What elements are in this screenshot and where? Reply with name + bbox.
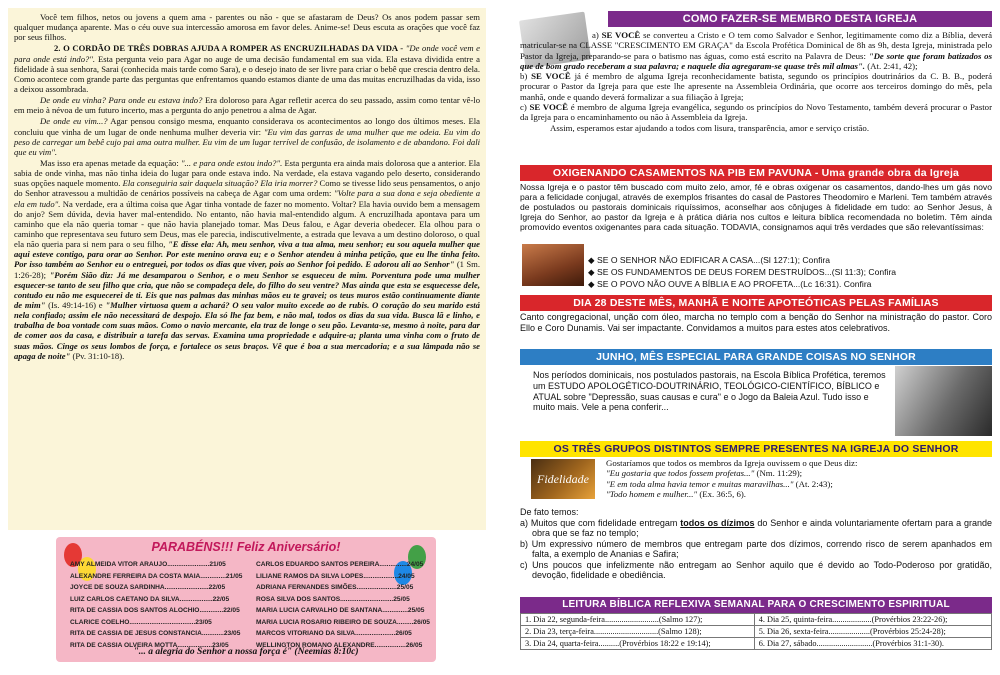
quote: "Eu gostaria que todos fossem profetas..." [606,468,755,479]
marriage-title: OXIGENANDO CASAMENTOS NA PIB EM PAVUNA - Uma grande obra da Igreja [520,165,992,181]
reading-cell: 2. Dia 23, terça-feira...............................(Salmo 128); [521,626,755,638]
item-letter: b) [520,71,528,82]
june-title: JUNHO, MÊS ESPECIAL PARA GRANDE COISAS NO SENHOR [520,349,992,365]
reading-cell: 6. Dia 27, sábado...........................(Provérbios 31:1-30). [754,638,991,650]
fidelity-image: Fidelidade [531,459,595,499]
scripture: "Porém Sião diz: Já me desamparou o Senhor, e o meu Senhor se esqueceu de mim. Porventura pode uma mulher esquecer-se tanto de seu filho que cria, que não se compadeça dele, do filho do seu ventre? Mas ainda que esta se esquecesse dele, contudo eu não me esquecerei de ti. Eis que nas palmas das minhas mãos eu te gravei; os teus muros estão continuamente diante de mim" [14,269,481,310]
item-emphasis: todos os dízimos [680,517,755,528]
quote: "Volte para a sua dona e seja obediente a ela em tudo". [14,188,480,209]
birthday-column [70,559,242,651]
item-text: a) Muitos que com fidelidade entregam [520,517,678,528]
membership-closing: Assim, esperamos estar ajudando a todos com lisura, transparência, amor e serviço cristão. [550,122,870,133]
heading-quote: "De onde você vem e para onde está indo?". [14,43,480,64]
quote: De onde eu vim...? [40,116,108,127]
birthday-entry: CARLOS EDUARDO SANTOS PEREIRA...............24/05 [256,561,424,568]
item-letter: c) [520,101,527,112]
reading-cell: 1. Dia 22, segunda-feira..........................(Salmo 127); [521,614,755,626]
article-heading [14,43,480,94]
birthday-entry: RITA DE CASSIA DE JESUS CONSTANCIA............23/05 [70,630,241,637]
birthday-entry: ALEXANDRE FERREIRA DA COSTA MAIA..............21/05 [70,572,243,580]
reference: (At. 2:43); [795,478,833,489]
list-item-text: SE O SENHOR NÃO EDIFICAR A CASA...(Sl 127:1); Confira [597,255,831,265]
quote: "E em toda alma havia temor e muitas maravilhas..." [606,478,794,489]
fact-label: De fato temos: [520,507,579,517]
day28-text: Canto congregacional, unção com óleo, marcha no templo com a benção do Senhor na ministração do pastor. Coro Ello e Coro Dunamis. Vai ser impactante. Convidamos a muitos para estes atos celebrativos. [520,312,992,333]
scripture: "E disse ela: Ah, meu senhor, viva a tua alma, meu senhor; eu sou aquela mulher que aqui esteve contigo, para orar ao Senhor. Por este menino orava eu; e o Senhor atendeu à minha petição, que eu lhe tinha feito. Por isso também ao Senhor eu o entreguei, por todos os dias que viver, pois ao Senhor foi pedido. E adorou ali ao Senhor" [14,239,480,270]
quote: "... e para onde estou indo?". [180,157,283,168]
list-item [588,278,896,290]
list-item-text: SE OS FUNDAMENTOS DE DEUS FOREM DESTRUÍDOS...(Sl 11:3); Confira [597,267,897,277]
birthday-column [256,559,430,651]
marriage-text: Nossa Igreja e o pastor têm buscado com muito zelo, amor, fé e obras oxigenar os casamentos, dando-lhes um gás novo para a felicidade conjugal, através de exemplos frisantes do casal de Pastores Theodomiro e Marleni. Tem também através de postulados ou pastorais dominicais riquíssimos, aconselhar aos cônjuges à fidelidade em tudo: ao Senhor Jesus, à Igreja do Senhor, ao pastor da Igreja e à prática diária nos cultos e leitura bíblica recomendada no boletim. Têm ainda promovido eventos oxigenantes para cada situação. TODAVIA, consignamos aqui três verdades que são relevantíssimas: [520,182,992,233]
reference: (At. 2:41, 42); [867,60,918,71]
birthday-box [56,537,436,662]
reference: (Pv. 31:10-18). [72,350,125,361]
article-text: Como se tivesse lido seus pensamentos, o anjo do Senhor atravessou a multidão de cenários possíveis na cabeça de Agar com uma ordem: [14,178,480,199]
membership-b [520,71,992,102]
birthday-entry: MARCOS VITORIANO DA SILVA......................26/05 [256,630,412,637]
left-article [8,8,486,530]
table-row [521,614,992,626]
article-text: Esta pergunta era ainda mais dolorosa que a anterior. Ela sabia de onde vinha, mas não tinha ideia do lugar para onde estava indo. Na verdade, ela estava vagando pelo deserto, considerando suas opções naquele momento. [14,157,480,189]
reference: (Nm. 11:29); [756,468,803,479]
quote: Ela conseguiria sair daquela situação? Ela iria morrer? [122,178,318,189]
birthday-entry: LILIANE RAMOS DA SILVA LOPES...................24/05 [256,572,415,580]
scripture: "Mulher virtuosa quem a achará? O seu valor muito excede ao de rubis. O coração do seu marido está nela confiado; assim ele não necessitará de despojo. Ela só lhe faz bem, e não mal, todos os dias da sua vida. Busca lã e linho, e trabalha de boa vontade com suas mãos. Como o navio mercante, ela traz de longe o seu pão. Levanta-se, mesmo à noite, para dar de comer aos da casa, e distribuir a tarefa das servas. Examina uma propriedade e adquire-a; planta uma vinha com o fruto de suas mãos. Cinge os seus lombos de força, e fortalece os seus braços. Vê que é boa a sua mercadoria; e a sua lâmpada não se apaga de noite" [14,299,480,361]
article-text: Esta pergunta veio para Agar no auge de uma decisão fundamental em sua vida. Ela estava dividida entre a fidelidade à sua senhora, Sarai (conhecida mais tarde como Sara), e o desejo inato de ser livre para criar o bebê que crescia dentro dela. Como acontece com grande parte das perguntas que enfrentamos quando estamos diante de uma das muitas encruzilhadas da vida, isso a deixou assombrada. [14,53,480,94]
marriage-list [588,254,896,290]
reading-title: LEITURA BÍBLICA REFLEXIVA SEMANAL PARA O CRESCIMENTO ESPIRITUAL [520,597,992,613]
reading-cell: 5. Dia 26, sexta-feira....................(Provérbios 25:24-28); [754,626,991,638]
table-row [521,638,992,650]
bullet-icon: ◆ [588,279,597,289]
item-keyword: SE VOCÊ [601,30,641,40]
scripture: "De sorte que foram batizados os que de bom grado receberam a sua palavra; e naquele dia agregaram-se quase três mil almas". [520,50,993,71]
groups-intro [606,458,992,499]
intro-text: Gostaríamos que todos os membros da Igreja ouvissem o que Deus diz: [606,458,858,468]
birthday-entry: RITA DE CASSIA DOS SANTOS ALOCHIO.............22/05 [70,607,240,614]
article-text: Era doloroso para Agar refletir acerca do seu passado, assim como tentar vê-lo em meio à névoa de um futuro incerto, mas a pergunta do anjo penetrou a alma de Agar. [14,95,480,116]
item-text: do Senhor e ainda voluntariamente ofertam para a grande obra que se faz no templo; [532,517,992,539]
birthday-verse: "... a alegria do Senhor a nossa força é" (Neemias 8:10c) [133,647,359,657]
day28-title: DIA 28 DESTE MÊS, MANHÃ E NOITE APOTEÓTICAS PELAS FAMÍLIAS [520,295,992,311]
item-keyword: SE VOCÊ [529,101,569,112]
article-text: Agar pensou consigo mesma, enquanto considerava os acontecimentos ao longo dos últimos meses. Ela concluiu que vinha de um lugar de onde nenhuma mulher deveria vir: [14,116,480,137]
birthday-entry: JOYCE DE SOUZA SARDINHA........................22/05 [70,584,226,591]
list-item [588,254,896,266]
birthday-entry: WELLINGTON ROMANO ALEXANDRE.................26/05 [256,641,423,649]
groups-title: OS TRÊS GRUPOS DISTINTOS SEMPRE PRESENTES NA IGREJA DO SENHOR [520,441,992,457]
item-text: já é membro de alguma Igreja reconhecidamente batista, segundo os princípios doutrinários da C. B. B., poderá procurar o Pastor da Igreja para que este lhe apresente na Assembleia Ordinária, que ocorre aos terceiros domingo do mês, pela manhã, onde e quando deverá formalizar a sua filiação à Igreja; [520,71,993,102]
item-keyword: SE VOCÊ [531,71,571,82]
bullet-icon: ◆ [588,267,597,277]
article-paragraph [14,95,480,115]
membership-a [520,30,992,71]
article-paragraph [14,158,480,361]
birthday-entry: MARIA LUCIA ROSARIO RIBEIRO DE SOUZA.........26/05 [256,618,430,626]
item-text: é membro de alguma Igreja evangélica, segundo os princípios do Novo Testamento, também deverá procurar o Pastor da Igreja para o encaminhamento ou não à Assembleia da Igreja. [520,101,993,123]
reference: (1 Sm. 1:26-28); [14,259,481,280]
june-text: Nos períodos dominicais, nos postulados pastorais, na Escola Bíblica Profética, teremos um ESTUDO APOLOGÉTICO-DOUTRINÁRIO, TEOLÓGICO-CIENTÍFICO, BÍBLICO e ATUAL sobre "Depressão, suas causas e cura" e o Jogo da Baleia Azul. Tudo isso e muito mais. Vele a pena conferir... [533,370,886,413]
depression-photo [895,366,992,436]
birthday-entry: LUIZ CARLOS CAETANO DA SILVA..................22/05 [70,595,230,603]
birthday-entry: CLARICE COELHO....................................23/05 [70,618,212,626]
quote: "Eu vim das garras de uma mulher que me odeia. Eu vim do peso de carregar um bebê cujo pai ama outra mulher. Eu vim de um lugar terrível de confusão, de isolamento e de abandono. Foi dali que eu vim". [14,126,481,157]
table-row [521,626,992,638]
reference: (Ex. 36:5, 6). [699,488,746,499]
reading-cell: 3. Dia 24, quarta-feira..........(Provérbios 18:22 e 19:14); [521,638,755,650]
birthday-entry: ROSA SILVA DOS SANTOS.............................25/05 [256,595,410,603]
groups-list [520,507,992,581]
reading-table [520,613,992,650]
item-text: c) Uns poucos que infelizmente não entregam ao Senhor aquilo que é devido ao Todo-Poderoso por gratidão, devoção, fidelidade e obediência. [520,559,992,581]
birthday-entry: ADRIANA FERNANDES SIMÕES......................25/05 [256,584,414,591]
membership-text [520,30,992,133]
quote: De onde eu vinha? Para onde eu estava indo? [40,95,203,106]
item-text: se converteu a Cristo e O tem como Salvador e Senhor, legitimamente como diz a Bíblia, deverá matricular-se na CLASSE "CRESCIMENTO EM GRAÇA" da Escola Profética Dominical de 8h as 9h, desta Igreja, ministrada pelo Pastor da Igreja, preparando-se para o batismo nas águas, como está escrito na Palavra de Deus: [520,30,993,61]
bullet-icon: ◆ [588,255,597,265]
reading-cell: 4. Dia 25, quinta-feira...................(Provérbios 23:22-26); [754,614,991,626]
list-item-text: SE O POVO NÃO OUVE A BÍBLIA E AO PROFETA...(Lc 16:31). Confira [597,279,872,289]
birthday-entry: AMY ALMEIDA VITOR ARAUJO.......................21/05 [70,561,226,568]
couple-photo [522,244,584,286]
list-item [588,266,896,278]
article-paragraph: Você tem filhos, netos ou jovens a quem ama - parentes ou não - que se afastaram de Deus? Os anos podem passar sem qualquer mudança aparente. Mas o céu ouve sua intercessão amorosa em favor deles. Anime-se! Deus escuta as orações que você faz por seus filhos. [14,12,480,43]
article-text: Mas isso era apenas metade da equação: [40,157,179,168]
article-paragraph [14,116,480,157]
article-text: Na verdade, era a última coisa que Agar tinha vontade de fazer no momento. Voltar? Ela havia ouvido bem a mensagem do anjo? Sem dúvida, devia haver mal-entendido. No entanto, não havia mal-entendido algum. A encruzilhada apontava para um caminho que ela não queria tomar - que não havia planejado tomar. Mas Deus falou, e Agar deveria obedecer. Ela olhou para o caminho que representava seu futuro sem Deus, mas ele parecia, indiscutivelmente, a estrada que levava a um destino doloroso, o qual ela não queria para si nem para o seu filho, [14,198,480,250]
birthday-entry: RITA DE CASSIA OLVEIRA MOTTA...................23/05 [70,641,229,649]
reference: (Is. 49:14-16) e [48,299,103,310]
membership-title: COMO FAZER-SE MEMBRO DESTA IGREJA [608,11,992,27]
membership-c [520,102,992,123]
heading-text: 2. O CORDÃO DE TRÊS DOBRAS AJUDA A ROMPER AS ENCRUZILHADAS DA VIDA - [54,43,404,54]
birthday-title: PARABÉNS!!! Feliz Aniversário! [151,540,341,554]
quote: "Todo homem e mulher..." [606,488,698,499]
birthday-entry: MARIA LUCIA CARVALHO DE SANTANA..............25/05 [256,607,425,614]
item-text: b) Um expressivo número de membros que entregam parte dos dízimos, correndo risco de serem apanhados em falta, a exemplo de Ananias e Safira; [520,538,992,560]
item-letter: a) [592,30,599,40]
